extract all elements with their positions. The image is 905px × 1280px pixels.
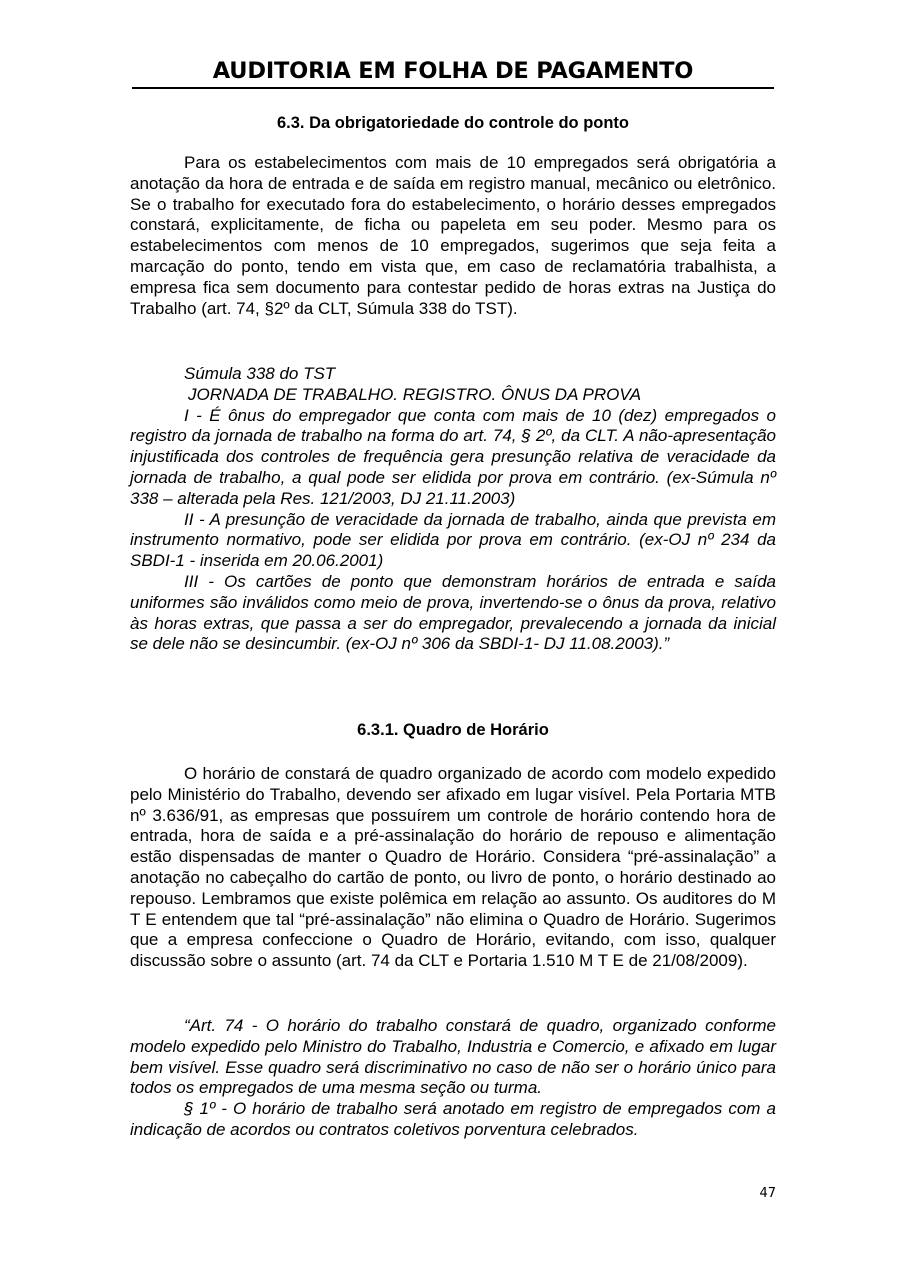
section-heading-6-3-1: 6.3.1. Quadro de Horário	[357, 721, 549, 739]
sumula-subtitle: JORNADA DE TRABALHO. REGISTRO. ÔNUS DA PROVA	[188, 384, 642, 404]
header-title: AUDITORIA EM FOLHA DE PAGAMENTO	[212, 58, 694, 84]
article-74-text: “Art. 74 - O horário do trabalho constará de quadro, organizado conforme modelo expedido pelo Ministro do Trabalho, Industria e Comercio, e afixado em lugar bem visível. Esse quadro será discriminativo no caso de não ser o horário único para todos os empregados de uma mesma seção ou turma.	[130, 1016, 776, 1098]
article-74-paragraph-1: § 1º - O horário de trabalho será anotado em registro de empregados com a indicação de acordos ou contratos coletivos porventura celebrados.	[130, 1099, 776, 1139]
section-heading-6-3: 6.3. Da obrigatoriedade do controle do ponto	[276, 114, 630, 132]
header-underline	[132, 87, 774, 89]
section-paragraph-6-3: Para os estabelecimentos com mais de 10 empregados será obrigatória a anotação da hora de entrada e de saída em registro manual, mecânico ou eletrônico. Se o trabalho for executado fora do estabelecimento, o horário desses empregados constará, explicitamente, de ficha ou papeleta em seu poder. Mesmo para os estabelecimentos com menos de 10 empregados, sugerimos que seja feita a marcação do ponto, tendo em vista que, em caso de reclamatória trabalhista, a empresa fica sem documento para contestar pedido de horas extras na Justiça do Trabalho (art. 74, §2º da CLT, Súmula 338 do TST).	[130, 153, 776, 318]
article-quote-block	[130, 1016, 776, 1141]
sumula-item-3: III - Os cartões de ponto que demonstram horários de entrada e saída uniformes são inválidos como meio de prova, invertendo-se o ônus da prova, relativo às horas extras, que passa a ser do empregador, prevalecendo a jornada da inicial se dele não se desincumbir. (ex-OJ nº 306 da SBDI-1- DJ 11.08.2003).”	[130, 571, 776, 654]
page-number: 47	[759, 1186, 776, 1201]
page-header	[132, 56, 774, 96]
sumula-title: Súmula 338 do TST	[184, 364, 336, 383]
sumula-block	[130, 364, 776, 655]
sumula-item-2: II - A presunção de veracidade da jornada de trabalho, ainda que prevista em instrumento normativo, pode ser elidida por prova em contrário. (ex-OJ nº 234 da SBDI-1 - inserida em 20.06.2001)	[130, 509, 776, 571]
sumula-item-1: I - É ônus do empregador que conta com mais de 10 (dez) empregados o registro da jornada de trabalho na forma do art. 74, § 2º, da CLT. A não-apresentação injustificada dos controles de frequência gera presunção relativa de veracidade da jornada de trabalho, a qual pode ser elidida por prova em contrário. (ex-Súmula nº 338 – alterada pela Res. 121/2003, DJ 21.11.2003)	[130, 405, 776, 508]
section-paragraph-6-3-1: O horário de constará de quadro organizado de acordo com modelo expedido pelo Ministério do Trabalho, devendo ser afixado em lugar visível. Pela Portaria MTB nº 3.636/91, as empresas que possuírem um controle de horário contendo hora de entrada, hora de saída e a pré-assinalação do horário de repouso e alimentação estão dispensadas de manter o Quadro de Horário. Considera “pré-assinalação” a anotação no cabeçalho do cartão de ponto, ou livro de ponto, o horário destinado ao repouso. Lembramos que existe polêmica em relação ao assunto. Os auditores do M T E entendem que tal “pré-assinalação” não elimina o Quadro de Horário. Sugerimos que a empresa confeccione o Quadro de Horário, evitando, com isso, qualquer discussão sobre o assunto (art. 74 da CLT e Portaria 1.510 M T E de 21/08/2009).	[130, 764, 776, 971]
